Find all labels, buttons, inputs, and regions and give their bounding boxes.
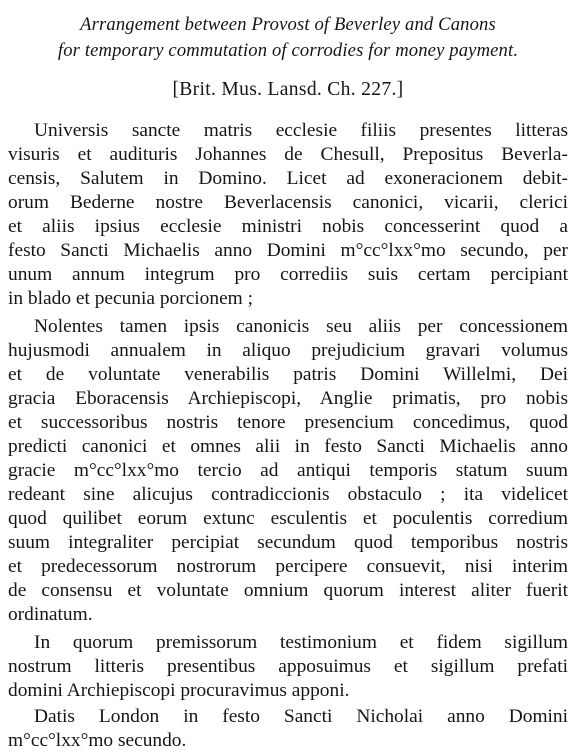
text-line: redeant sine alicujus contradiccionis obstaculo ; ita videlicet bbox=[8, 484, 568, 505]
text-line: nostrum litteris presentibus apposuimus et sigillum prefati bbox=[8, 656, 568, 677]
text-line: hujusmodi annualem in aliquo prejudicium gravari volumus bbox=[8, 340, 568, 361]
text-line: festo Sancti Michaelis anno Domini m°cc°lxx°mo secundo, per bbox=[8, 240, 568, 261]
text-line: orum Bederne nostre Beverlacensis canonici, vicarii, clerici bbox=[8, 192, 568, 213]
text-line: Universis sancte matris ecclesie filiis presentes litteras bbox=[34, 120, 568, 141]
text-line: Nolentes tamen ipsis canonicis seu aliis per concessionem bbox=[34, 316, 568, 337]
text-line: quod quilibet eorum extunc esculentis et poculentis corredium bbox=[8, 508, 568, 529]
text-line: censis, Salutem in Domino. Licet ad exoneracionem debit- bbox=[8, 168, 568, 189]
text-line: et aliis ipsius ecclesie ministri nobis concesserint quod a bbox=[8, 216, 568, 237]
text-line: et predecessorum nostrorum percipere consuevit, nisi interim bbox=[8, 556, 568, 577]
text-line: predicti canonici et omnes alii in festo Sancti Michaelis anno bbox=[8, 436, 568, 457]
text-line: et de voluntate venerabilis patris Domini Willelmi, Dei bbox=[8, 364, 568, 385]
text-line: domini Archiepiscopi procuravimus apponi. bbox=[8, 680, 350, 701]
heading-reference: [Brit. Mus. Lansd. Ch. 227.] bbox=[172, 79, 404, 100]
text-line: ordinatum. bbox=[8, 604, 93, 625]
text-line: de consensu et voluntate omnium quorum interest aliter fuerit bbox=[8, 580, 568, 601]
text-line: unum annum integrum pro corrediis suis certam percipiant bbox=[8, 264, 568, 285]
text-line: gracie m°cc°lxx°mo tercio ad antiqui temporis statum suum bbox=[8, 460, 568, 481]
text-line: in blado et pecunia porcionem ; bbox=[8, 288, 253, 309]
text-line: visuris et audituris Johannes de Chesull, Prepositus Beverla- bbox=[8, 144, 568, 165]
text-line: Datis London in festo Sancti Nicholai anno Domini bbox=[34, 706, 568, 727]
text-line: In quorum premissorum testimonium et fidem sigillum bbox=[34, 632, 568, 653]
text-line: gracia Eboracensis Archiepiscopi, Anglie primatis, pro nobis bbox=[8, 388, 568, 409]
text-line: suum integraliter percipiat secundum quod temporibus nostris bbox=[8, 532, 568, 553]
heading-title-line-1: Arrangement between Provost of Beverley and Canons bbox=[80, 14, 496, 35]
text-line: m°cc°lxx°mo secundo. bbox=[8, 730, 187, 751]
text-line: et successoribus nostris tenore presencium concedimus, quod bbox=[8, 412, 568, 433]
heading-title-line-2: for temporary commutation of corrodies for money payment. bbox=[57, 40, 519, 61]
